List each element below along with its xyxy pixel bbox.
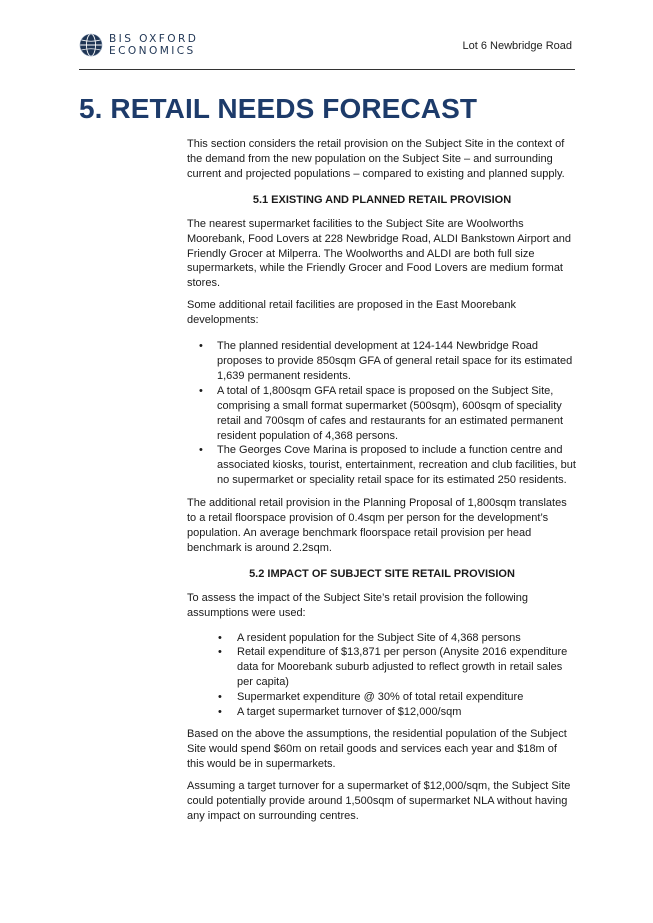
globe-logo-icon <box>79 33 103 57</box>
document-title: Lot 6 Newbridge Road <box>462 40 572 52</box>
section-heading-5-2: 5.2 IMPACT OF SUBJECT SITE RETAIL PROVISION <box>249 567 515 580</box>
bullet-list-developments <box>187 339 577 488</box>
page-header <box>0 0 653 72</box>
list-item: • A resident population for the Subject Site of 4,368 persons <box>187 631 577 646</box>
list-item: • The Georges Cove Marina is proposed to include a function centre and associated kiosks, tourist, entertainment, recreation and club facilities, but no supermarket or speciality retail space for its estimated 250 residents. <box>187 443 577 488</box>
section-5-1-paragraph-1: The nearest supermarket facilities to the Subject Site are Woolworths Moorebank, Food Lovers at 228 Newbridge Road, ALDI Bankstown Airport and Friendly Grocer at Milperra. The Woolworths and ALDI are both full size supermarkets, while the Friendly Grocer and Food Lovers are medium format stores. <box>187 217 572 290</box>
intro-paragraph: This section considers the retail provision on the Subject Site in the context of the demand from the new population on the Subject Site – and surrounding current and projected populations – compared to existing and planned supply. <box>187 138 565 180</box>
list-item: • The planned residential development at 124-144 Newbridge Road proposes to provide 850sqm GFA of general retail space for its estimated 1,639 permanent residents. <box>187 339 577 384</box>
logo-line-2: ECONOMICS <box>109 45 196 57</box>
list-item: • Retail expenditure of $13,871 per person (Anysite 2016 expenditure data for Moorebank suburb adjusted to reflect growth in retail sales per capita) <box>187 645 577 690</box>
list-item: • A total of 1,800sqm GFA retail space is proposed on the Subject Site, comprising a small format supermarket (500sqm), 600sqm of speciality retail and 700sqm of cafes and restaurants for an estimated permanent resident population of 4,368 persons. <box>187 384 577 444</box>
section-5-2-paragraph-3: Assuming a target turnover for a supermarket of $12,000/sqm, the Subject Site could potentially provide around 1,500sqm of supermarket NLA without having any impact on surrounding centres. <box>187 779 571 822</box>
logo-wordmark <box>109 33 198 58</box>
section-5-1-paragraph-3: The additional retail provision in the Planning Proposal of 1,800sqm translates to a retail floorspace provision of 0.4sqm per person for the development’s population. An average benchmark floorspace retail provision per head benchmark is around 2.2sqm. <box>187 497 567 554</box>
section-5-2-paragraph-2: Based on the above the assumptions, the residential population of the Subject Site would spend $60m on retail goods and services each year and $18m of this would be in supermarkets. <box>187 728 567 770</box>
logo-line-1: BIS OXFORD <box>109 32 199 45</box>
company-logo <box>79 31 198 59</box>
header-divider <box>79 69 575 70</box>
body-content <box>187 137 577 830</box>
page-title: 5. RETAIL NEEDS FORECAST <box>79 93 478 124</box>
list-item: • A target supermarket turnover of $12,000/sqm <box>187 705 577 720</box>
section-heading-5-1: 5.1 EXISTING AND PLANNED RETAIL PROVISION <box>252 193 512 206</box>
section-5-1-paragraph-2: Some additional retail facilities are proposed in the East Moorebank developments: <box>187 299 516 327</box>
bullet-list-assumptions <box>187 631 577 720</box>
list-item: • Supermarket expenditure @ 30% of total retail expenditure <box>187 690 577 705</box>
section-5-2-paragraph-1: To assess the impact of the Subject Site’s retail provision the following assumptions were used: <box>187 591 528 619</box>
